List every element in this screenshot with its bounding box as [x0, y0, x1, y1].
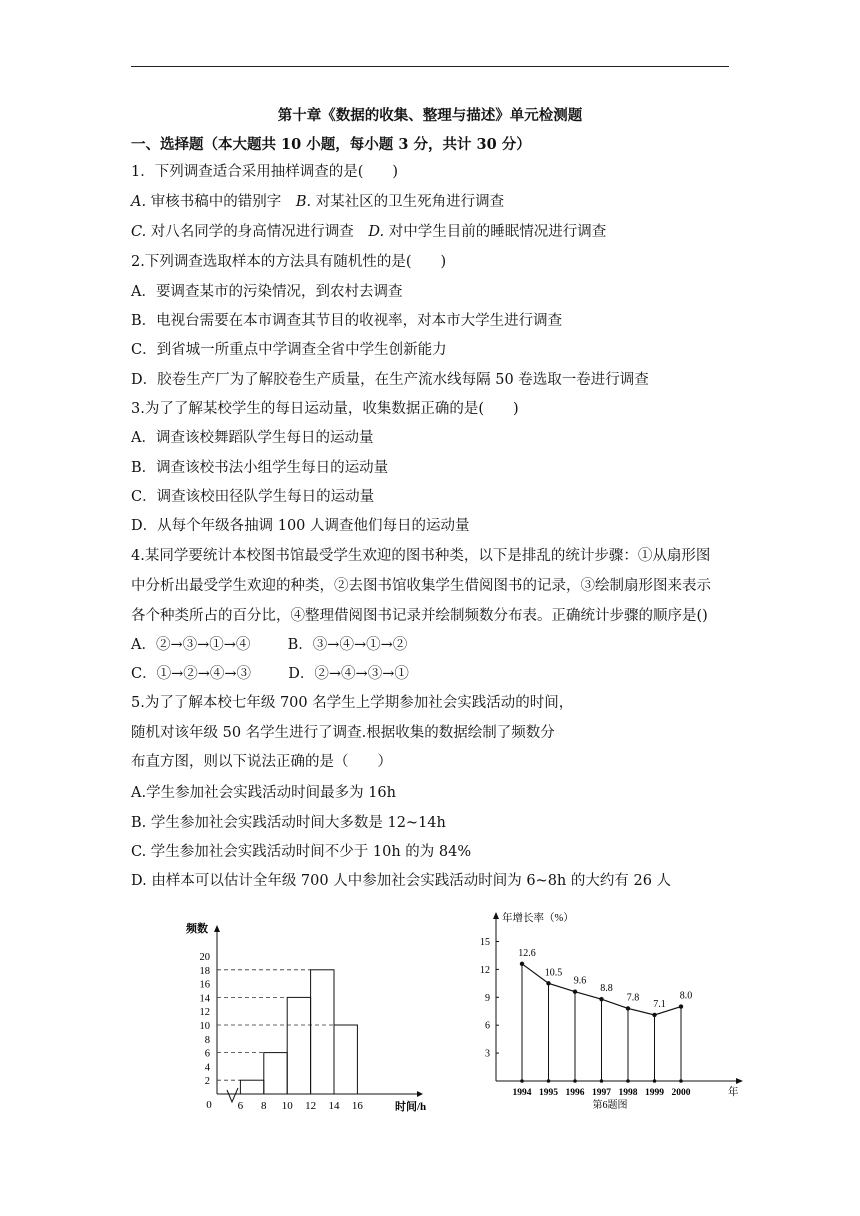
- x-axis-point: [573, 1079, 577, 1083]
- data-label: 7.1: [653, 998, 666, 1010]
- histogram-bar: [311, 970, 334, 1094]
- x-tick-label: 1995: [539, 1088, 558, 1098]
- x-axis-point: [626, 1079, 630, 1083]
- q1-b-text: 对某社区的卫生死角进行调查: [315, 194, 505, 210]
- q4-stem-line3: 各个种类所占的百分比，④整理借阅图书记录并绘制频数分布表。正确统计步骤的顺序是(): [131, 608, 708, 624]
- figure-caption: 第6题图: [592, 1100, 628, 1111]
- x-axis-label: 年: [728, 1087, 739, 1098]
- y-tick-label: 10: [199, 1021, 210, 1032]
- q5-option-d: D. 由样本可以估计全年级 700 人中参加社会实践活动时间为 6~8h 的大约有 26 人: [131, 873, 672, 889]
- q1-b-letter: B.: [295, 194, 312, 210]
- q2-stem: 2.下列调查选取样本的方法具有随机性的是( ): [131, 254, 447, 270]
- q5-option-b: B. 学生参加社会实践活动时间大多数是 12~14h: [131, 815, 446, 831]
- q1-a-text: 审核书稿中的错别字: [150, 194, 282, 210]
- x-tick-label: 16: [351, 1100, 363, 1112]
- q5-option-a: A.学生参加社会实践活动时间最多为 16h: [131, 785, 396, 801]
- q4-option-c: C．①→②→④→③: [131, 666, 252, 682]
- y-axis-label: 年增长率（%）: [502, 913, 574, 924]
- q3-option-b: B．调查该校书法小组学生每日的运动量: [131, 460, 389, 476]
- data-point: [626, 1006, 630, 1010]
- q4-option-a: A．②→③→①→④: [131, 637, 251, 653]
- y-tick-label: 14: [199, 993, 210, 1005]
- q2-option-b: B．电视台需要在本市调查其节目的收视率，对本市大学生进行调查: [131, 313, 563, 329]
- q4-options-cd: [131, 665, 409, 683]
- header-rule: [131, 66, 729, 67]
- data-point: [599, 997, 603, 1001]
- q3-stem: 3.为了了解某校学生的每日运动量，收集数据正确的是( ): [131, 401, 519, 417]
- x-tick-label: 2000: [671, 1088, 691, 1098]
- histogram-bar: [287, 997, 310, 1094]
- y-tick-label: 6: [485, 1020, 490, 1032]
- data-label: 7.8: [626, 992, 640, 1004]
- x-axis-label: 时间/h: [395, 1101, 427, 1113]
- q1-a-letter: A.: [131, 194, 147, 210]
- x-tick-label: 1999: [645, 1088, 664, 1098]
- q3-option-a: A．调查该校舞蹈队学生每日的运动量: [131, 430, 374, 446]
- q2-option-c: C．到省城一所重点中学调查全省中学生创新能力: [131, 342, 447, 358]
- y-tick-label: 12: [199, 1007, 210, 1019]
- x-axis-arrow: [417, 1091, 423, 1097]
- x-tick-label: 1994: [512, 1088, 532, 1098]
- data-label: 8.0: [679, 990, 693, 1002]
- q2-option-a: A．要调查某市的污染情况，到农村去调查: [131, 284, 403, 300]
- q1-options-cd: [131, 223, 606, 241]
- y-tick-label: 16: [199, 979, 210, 991]
- q5-stem-line2: 随机对该年级 50 名学生进行了调查.根据收集的数据绘制了频数分: [131, 725, 555, 741]
- data-label: 8.8: [600, 983, 613, 995]
- data-point: [679, 1004, 683, 1008]
- q4-option-b: B．③→④→①→②: [287, 637, 408, 653]
- histogram-bar: [240, 1080, 263, 1094]
- y-axis-label: 频数: [186, 923, 208, 935]
- x-tick-label: 6: [237, 1100, 244, 1112]
- data-point: [652, 1013, 656, 1017]
- x-axis-point: [547, 1079, 551, 1083]
- x-axis-point: [679, 1079, 683, 1083]
- x-axis-point: [520, 1079, 524, 1083]
- q4-stem-line1: 4.某同学要统计本校图书馆最受学生欢迎的图书种类，以下是排乱的统计步骤：①从扇形图: [131, 548, 711, 564]
- y-tick-label: 8: [204, 1034, 210, 1046]
- y-tick-label: 12: [480, 964, 490, 976]
- q1-c-text: 对八名同学的身高情况进行调查: [150, 224, 354, 240]
- y-axis-arrow: [493, 912, 499, 919]
- x-tick-label: 1997: [592, 1088, 611, 1098]
- x-tick-label: 14: [328, 1100, 340, 1112]
- data-label: 12.6: [518, 947, 536, 959]
- x-axis-point: [600, 1079, 604, 1083]
- histogram-chart: [170, 908, 430, 1113]
- data-label: 9.6: [573, 975, 587, 987]
- x-tick-label: 0: [206, 1099, 212, 1111]
- axis-break-mark: [227, 1088, 238, 1102]
- x-axis-arrow: [736, 1078, 743, 1084]
- q5-stem-line1: 5.为了了解本校七年级 700 名学生上学期参加社会实践活动的时间，: [131, 695, 574, 711]
- x-tick-label: 10: [281, 1100, 293, 1112]
- q5-option-c: C. 学生参加社会实践活动时间不少于 10h 的为 84%: [131, 844, 472, 860]
- data-point: [546, 981, 550, 985]
- histogram-bar: [264, 1053, 287, 1094]
- q2-option-d: D．胶卷生产厂为了解胶卷生产质量，在生产流水线每隔 50 卷选取一卷进行调查: [131, 372, 649, 388]
- q5-stem-line3: 布直方图，则以下说法正确的是（ ）: [131, 754, 392, 770]
- y-tick-label: 15: [480, 937, 490, 948]
- q4-options-ab: [131, 636, 407, 654]
- page-title: 第十章《数据的收集、整理与描述》单元检测题: [277, 107, 583, 124]
- y-tick-label: 6: [204, 1048, 210, 1060]
- q3-option-d: D．从每个年级各抽调 100 人调查他们每日的运动量: [131, 518, 470, 534]
- q1-options-ab: [131, 193, 504, 211]
- y-tick-label: 20: [199, 952, 210, 963]
- growth-rate-line-chart: [470, 908, 750, 1123]
- x-tick-label: 8: [261, 1100, 267, 1112]
- y-axis-arrow: [214, 925, 220, 932]
- data-label: 10.5: [544, 967, 563, 979]
- data-point: [573, 990, 577, 994]
- x-tick-label: 12: [305, 1100, 317, 1112]
- q4-option-d: D．②→④→③→①: [288, 666, 409, 682]
- y-tick-label: 4: [204, 1062, 210, 1074]
- y-tick-label: 3: [485, 1048, 490, 1060]
- q1-d-letter: D.: [368, 224, 385, 240]
- q1-c-letter: C.: [131, 224, 147, 240]
- y-tick-label: 2: [204, 1076, 210, 1088]
- q1-d-text: 对中学生目前的睡眠情况进行调查: [388, 224, 607, 240]
- y-tick-label: 9: [485, 992, 490, 1004]
- q4-stem-line2: 中分析出最受学生欢迎的种类，②去图书馆收集学生借阅图书的记录，③绘制扇形图来表示: [131, 578, 711, 594]
- y-tick-label: 18: [199, 965, 210, 977]
- x-tick-label: 1996: [565, 1088, 585, 1098]
- x-tick-label: 1998: [618, 1088, 638, 1098]
- q3-option-c: C．调查该校田径队学生每日的运动量: [131, 489, 375, 505]
- histogram-bar: [334, 1025, 357, 1094]
- data-point: [520, 962, 524, 966]
- section-heading: 一、选择题（本大题共 10 小题，每小题 3 分，共计 30 分）: [131, 136, 531, 153]
- q1-stem: 1．下列调查适合采用抽样调查的是( ): [131, 164, 399, 180]
- x-axis-point: [653, 1079, 657, 1083]
